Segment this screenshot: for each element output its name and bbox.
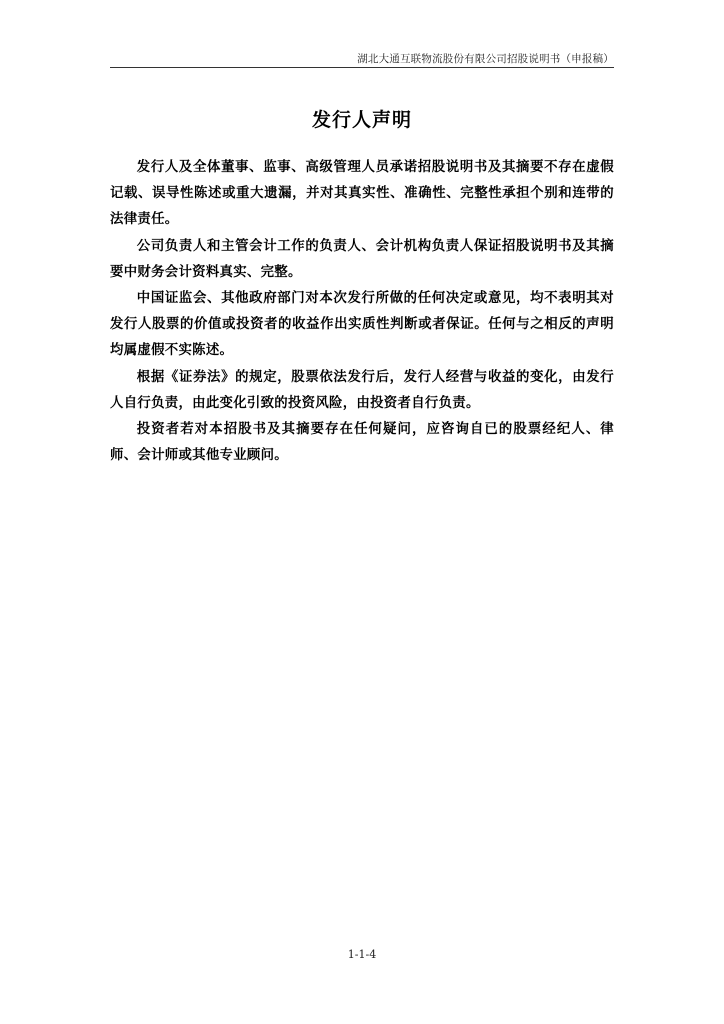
declaration-body [110,155,614,469]
paragraph-financial-guarantee: 公司负责人和主管会计工作的负责人、会计机构负责人保证招股说明书及其摘要中财务会计资料真实、完整。 [110,238,614,280]
header-divider [110,67,614,68]
page-title: 发行人声明 [311,109,412,131]
paragraph-liability: 发行人及全体董事、监事、高级管理人员承诺招股说明书及其摘要不存在虚假记载、误导性陈述或重大遗漏，并对其真实性、准确性、完整性承担个别和连带的法律责任。 [110,160,614,228]
paragraph-investment-risk: 根据《证券法》的规定，股票依法发行后，发行人经营与收益的变化，由发行人自行负责，由此变化引致的投资风险，由投资者自行负责。 [110,369,614,411]
paragraph-csrc-disclaimer: 中国证监会、其他政府部门对本次发行所做的任何决定或意见，均不表明其对发行人股票的价值或投资者的收益作出实质性判断或者保证。任何与之相反的声明均属虚假不实陈述。 [110,291,614,359]
page-number: 1-1-4 [347,948,377,961]
paragraph-consult-advisors: 投资者若对本招股书及其摘要存在任何疑问，应咨询自已的股票经纪人、律师、会计师或其他专业顾问。 [110,422,614,464]
running-header: 湖北大通互联物流股份有限公司招股说明书（申报稿） [357,53,614,65]
